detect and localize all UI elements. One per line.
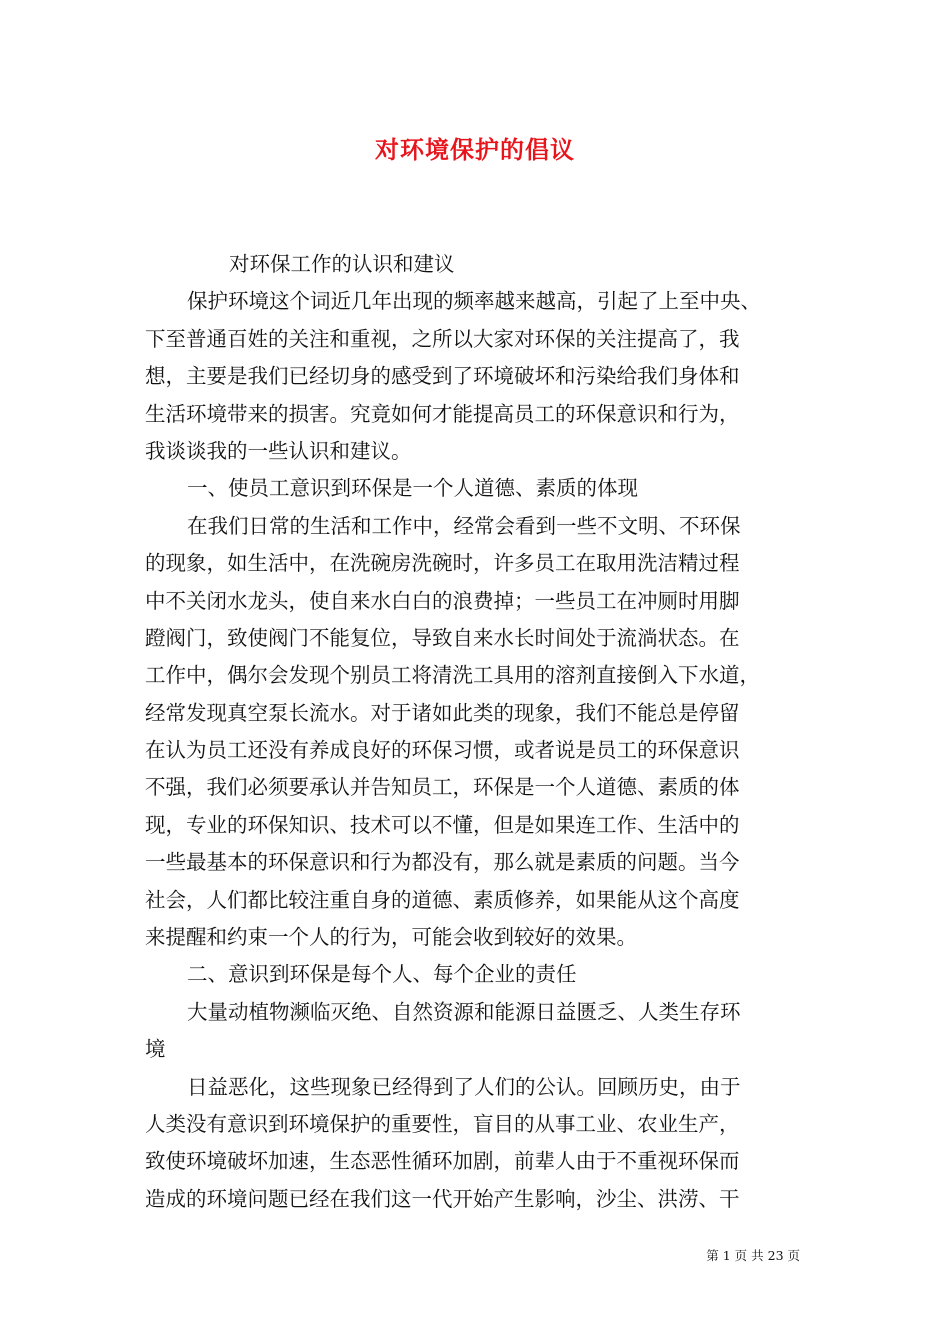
body-line: 在我们日常的生活和工作中，经常会看到一些不文明、不环保 (187, 513, 741, 538)
body-line: 日益恶化，这些现象已经得到了人们的公认。回顾历史，由于 (187, 1074, 741, 1099)
body-line: 蹬阀门，致使阀门不能复位，导致自来水长时间处于流淌状态。在 (145, 625, 740, 650)
body-line: 来提醒和约束一个人的行为，可能会收到较好的效果。 (145, 925, 637, 950)
body-line: 大量动植物濒临灭绝、自然资源和能源日益匮乏、人类生存环 (187, 999, 741, 1024)
body-line: 保护环境这个词近几年出现的频率越来越高，引起了上至中央、 (187, 289, 761, 314)
body-line: 我谈谈我的一些认识和建议。 (145, 438, 412, 463)
body-line: 工作中，偶尔会发现个别员工将清洗工具用的溶剂直接倒入下水道， (145, 663, 760, 688)
body-line: 人类没有意识到环境保护的重要性，盲目的从事工业、农业生产， (145, 1111, 740, 1136)
body-line: 经常发现真空泵长流水。对于诸如此类的现象，我们不能总是停留 (145, 700, 740, 725)
body-line: 一、使员工意识到环保是一个人道德、素质的体现 (187, 476, 638, 501)
body-line: 下至普通百姓的关注和重视，之所以大家对环保的关注提高了，我 (145, 326, 740, 351)
body-line: 想，主要是我们已经切身的感受到了环境破坏和污染给我们身体和 (145, 364, 740, 389)
body-line: 对环保工作的认识和建议 (229, 252, 455, 276)
body-line: 在认为员工还没有养成良好的环保习惯，或者说是员工的环保意识 (145, 738, 740, 763)
body-line: 中不关闭水龙头，使自来水白白的浪费掉；一些员工在冲厕时用脚 (145, 588, 740, 613)
body-line: 的现象，如生活中，在洗碗房洗碗时，许多员工在取用洗洁精过程 (145, 551, 740, 576)
body-line: 现，专业的环保知识、技术可以不懂，但是如果连工作、生活中的 (145, 812, 740, 837)
document-body (145, 246, 813, 1218)
page-number-footer: 第 1 页 共 23 页 (706, 1248, 800, 1263)
body-line: 造成的环境问题已经在我们这一代开始产生影响，沙尘、洪涝、干 (145, 1186, 740, 1211)
document-title: 对环境保护的倡议 (375, 135, 575, 164)
body-line: 境 (145, 1037, 166, 1062)
body-line: 不强，我们必须要承认并告知员工，环保是一个人道德、素质的体 (145, 775, 740, 800)
body-line: 致使环境破坏加速，生态恶性循环加剧，前辈人由于不重视环保而 (145, 1149, 740, 1174)
body-line: 社会，人们都比较注重自身的道德、素质修养，如果能从这个高度 (145, 887, 740, 912)
body-line: 二、意识到环保是每个人、每个企业的责任 (187, 962, 577, 987)
body-line: 一些最基本的环保意识和行为都没有，那么就是素质的问题。当今 (145, 850, 740, 875)
body-line: 生活环境带来的损害。究竟如何才能提高员工的环保意识和行为， (145, 401, 740, 426)
